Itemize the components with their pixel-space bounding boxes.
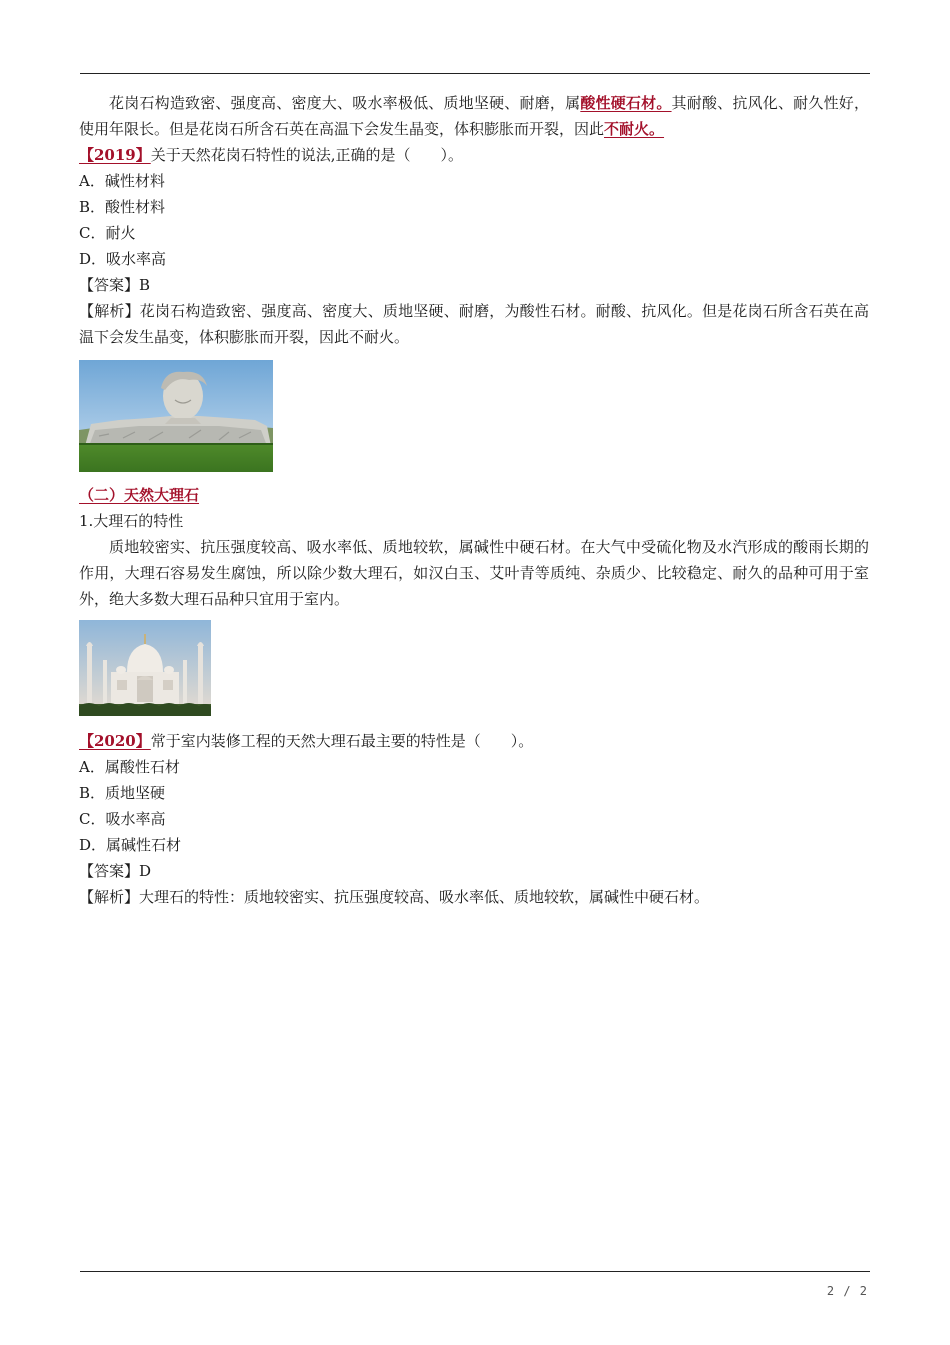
- question-2019: [79, 142, 869, 168]
- granite-sculpture-image: [79, 360, 273, 472]
- question-text: 常于室内装修工程的天然大理石最主要的特性是（ ）。: [150, 732, 534, 750]
- section-heading-marble: [79, 482, 869, 508]
- question-2020: [79, 728, 869, 754]
- answer-line: 【答案】D: [79, 862, 152, 880]
- page-number: 2 / 2: [826, 1284, 868, 1298]
- option-b: B．酸性材料: [79, 198, 166, 216]
- header-rule: [80, 73, 870, 74]
- option-b: B．质地坚硬: [79, 784, 166, 802]
- intro-text-1: 花岗石构造致密、强度高、密度大、吸水率极低、质地坚硬、耐磨，属: [109, 94, 581, 112]
- option-c: C．耐火: [79, 224, 136, 242]
- option-d: D．吸水率高: [79, 250, 167, 268]
- section-title: （二）天然大理石: [79, 486, 200, 504]
- question-year-tag: 【2020】: [79, 732, 151, 750]
- highlight-not-fireproof: 不耐火。: [604, 120, 665, 138]
- option-d: D．属碱性石材: [79, 836, 182, 854]
- analysis-line: 【解析】大理石的特性：质地较密实、抗压强度较高、吸水率低、质地较软，属碱性中硬石材。: [79, 888, 710, 906]
- granite-intro-paragraph: [79, 90, 869, 142]
- marble-paragraph: 质地较密实、抗压强度较高、吸水率低、质地较软，属碱性中硬石材。在大气中受硫化物及水汽形成的酸雨长期的作用，大理石容易发生腐蚀，所以除少数大理石，如汉白玉、艾叶青等质纯、杂质少、比较稳定、耐久的品种可用于室外，绝大多数大理石品种只宜用于室内。: [79, 538, 869, 608]
- subsection-heading: 1.大理石的特性: [79, 512, 184, 530]
- option-a: A．碱性材料: [79, 172, 165, 190]
- question-year-tag: 【2019】: [79, 146, 151, 164]
- footer-rule: [80, 1271, 870, 1272]
- intro-text-2: 其耐酸、抗风化、耐久性好，使用年限长。但是花岗石所含石英在高温下会发生晶变，体积膨胀而开裂，因此: [79, 94, 869, 138]
- highlight-acidic-hard-stone: 酸性硬石材。: [580, 94, 672, 112]
- analysis-paragraph: 【解析】花岗石构造致密、强度高、密度大、质地坚硬、耐磨，为酸性石材。耐酸、抗风化。但是花岗石所含石英在高温下会发生晶变，体积膨胀而开裂，因此不耐火。: [79, 302, 869, 346]
- option-c: C．吸水率高: [79, 810, 166, 828]
- answer-line: 【答案】B: [79, 276, 151, 294]
- document-body: [79, 90, 869, 910]
- taj-mahal-image: [79, 620, 211, 716]
- question-text: 关于天然花岗石特性的说法,正确的是（ ）。: [150, 146, 464, 164]
- option-a: A．属酸性石材: [79, 758, 180, 776]
